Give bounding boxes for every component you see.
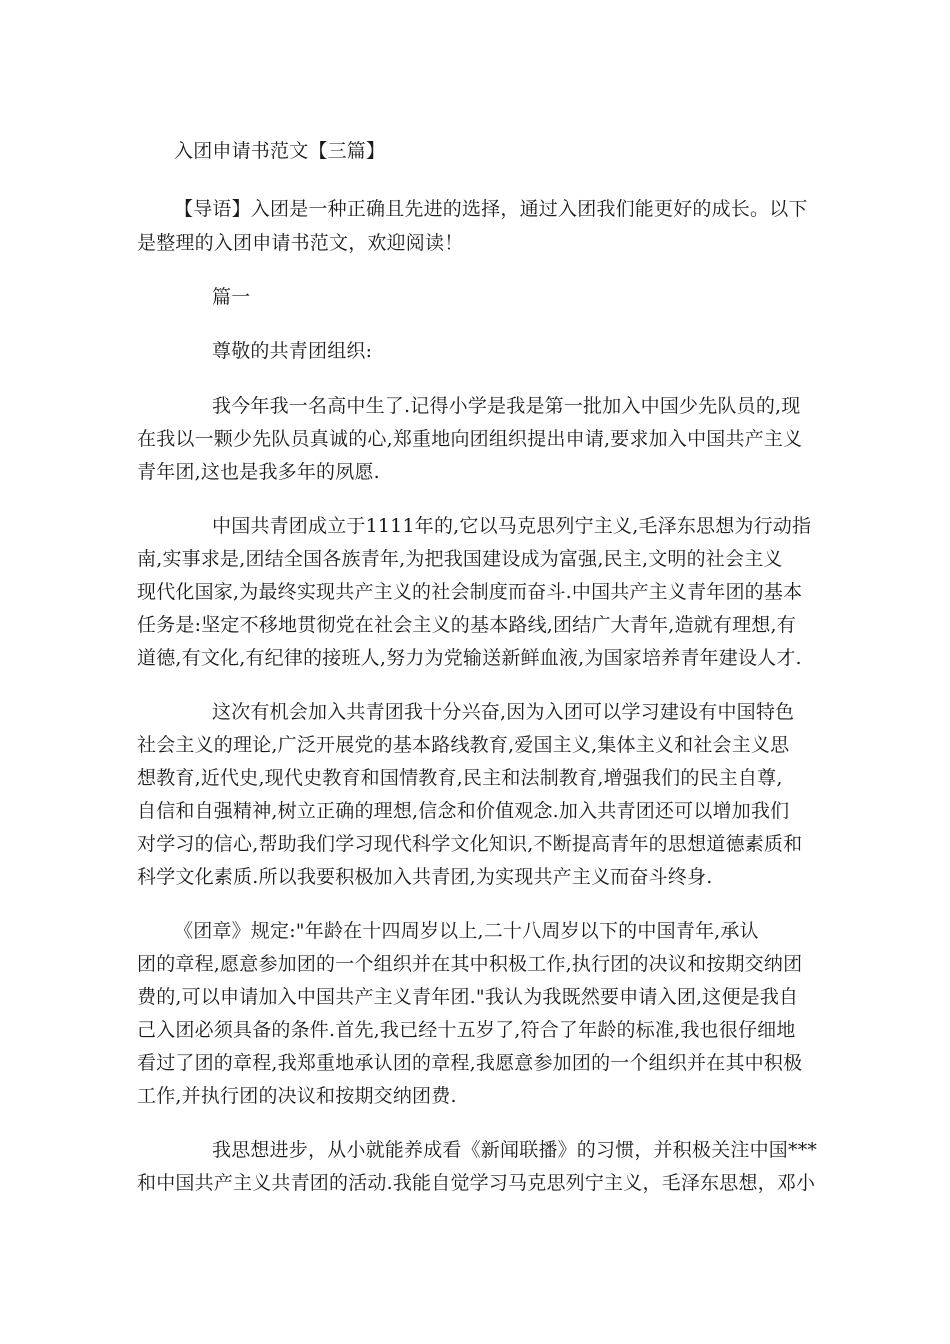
paragraph-line: 现代化国家,为最终实现共产主义的社会制度而奋斗.中国共产主义青年团的基本 <box>137 581 803 603</box>
paragraph-line: 中国共青团成立于1111年的,它以马克思列宁主义,毛泽东思想为行动指 <box>212 515 812 537</box>
paragraph-line: 社会主义的理论,广泛开展党的基本路线教育,爱国主义,集体主义和社会主义思 <box>137 734 790 756</box>
paragraph-line: 道德,有文化,有纪律的接班人,努力为党输送新鲜血液,为国家培养青年建设人才. <box>137 647 802 669</box>
paragraph-line: 我今年我一名高中生了.记得小学是我是第一批加入中国少先队员的,现 <box>212 395 801 417</box>
document-title: 入团申请书范文【三篇】 <box>174 140 386 162</box>
intro-line: 【导语】入团是一种正确且先进的选择，通过入团我们能更好的成长。以下 <box>174 198 808 220</box>
paragraph-line: 团的章程,愿意参加团的一个组织并在其中积极工作,执行团的决议和按期交纳团 <box>137 953 803 975</box>
paragraph-line: 在我以一颗少先队员真诚的心,郑重地向团组织提出申请,要求加入中国共产主义 <box>137 428 803 450</box>
paragraph-line: 我思想进步，从小就能养成看《新闻联播》的习惯，并积极关注中国*** <box>212 1139 818 1161</box>
paragraph-line: 看过了团的章程,我郑重地承认团的章程,我愿意参加团的一个组织并在其中积极 <box>137 1052 803 1074</box>
paragraph-line: 费的,可以申请加入中国共产主义青年团."我认为我既然要申请入团,这便是我自 <box>137 986 799 1008</box>
salutation: 尊敬的共青团组织: <box>212 340 373 362</box>
paragraph-line: 青年团,这也是我多年的夙愿. <box>137 461 380 483</box>
paragraph-line: 科学文化素质.所以我要积极加入共青团,为实现共产主义而奋斗终身. <box>137 866 713 888</box>
paragraph-line: 这次有机会加入共青团我十分兴奋,因为入团可以学习建设有中国特色 <box>212 701 795 723</box>
paragraph-line: 自信和自强精神,树立正确的理想,信念和价值观念.加入共青团还可以增加我们 <box>137 800 790 822</box>
paragraph-line: 和中国共产主义共青团的活动.我能自觉学习马克思列宁主义，毛泽东思想，邓小 <box>137 1172 816 1194</box>
paragraph-line: 南,实事求是,团结全国各族青年,为把我国建设成为富强,民主,文明的社会主义 <box>137 548 783 570</box>
paragraph-line: 工作,并执行团的决议和按期交纳团费. <box>137 1085 457 1107</box>
paragraph-line: 己入团必须具备的条件.首先,我已经十五岁了,符合了年龄的标准,我也很仔细地 <box>137 1019 796 1041</box>
paragraph-line: 任务是:坚定不移地贯彻党在社会主义的基本路线,团结广大青年,造就有理想,有 <box>137 614 796 636</box>
paragraph-line: 想教育,近代史,现代史教育和国情教育,民主和法制教育,增强我们的民主自尊, <box>137 767 783 789</box>
paragraph-line: 对学习的信心,帮助我们学习现代科学文化知识,不断提高青年的思想道德素质和 <box>137 833 803 855</box>
section-heading: 篇一 <box>212 286 251 308</box>
intro-line: 是整理的入团申请书范文，欢迎阅读！ <box>137 232 464 254</box>
paragraph-line: 《团章》规定:"年龄在十四周岁以上,二十八周岁以下的中国青年,承认 <box>174 920 759 942</box>
